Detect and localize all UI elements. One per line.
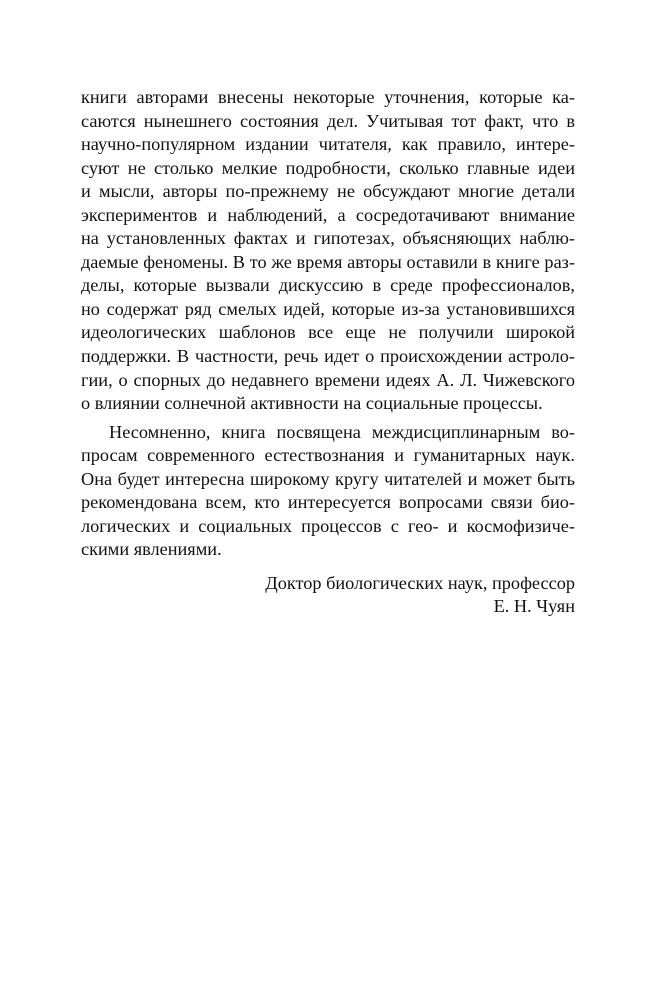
text-line: поддержки. В частности, речь идет о происхождении астроло- — [81, 346, 575, 367]
signature-name: Е. Н. Чуян — [493, 596, 575, 617]
text-line: на установленных фактах и гипотезах, объясняющих наблю- — [81, 228, 575, 249]
text-line: Несомненно, книга посвящена междисциплинарным во- — [109, 421, 575, 442]
text-line: книги авторами внесены некоторые уточнения, которые ка- — [81, 87, 575, 107]
text-line: Она будет интересна широкому кругу читателей и может быть — [81, 468, 575, 489]
text-line: саются нынешнего состояния дел. Учитывая тот факт, что в — [81, 110, 575, 131]
paragraph-2 — [81, 421, 575, 562]
text-line: но содержат ряд смелых идей, которые из-за установившихся — [81, 298, 575, 319]
text-line: скими явлениями. — [81, 539, 222, 560]
text-line: экспериментов и наблюдений, а сосредотачивают внимание — [81, 204, 575, 225]
text-line: и мысли, авторы по-прежнему не обсуждают многие детали — [81, 181, 575, 202]
page-text — [81, 86, 575, 619]
text-line: научно-популярном издании читателя, как правило, интере- — [81, 134, 575, 155]
text-line: суют не столько мелкие подробности, сколько главные идеи — [81, 157, 575, 178]
text-line: о влиянии солнечной активности на социальные процессы. — [81, 393, 543, 414]
text-line: рекомендована всем, кто интересуется вопросами связи био- — [81, 492, 575, 513]
text-line: даемые феномены. В то же время авторы оставили в книге раз- — [81, 251, 575, 272]
text-line: идеологических шаблонов все еще не получили широкой — [81, 322, 575, 343]
text-line: логических и социальных процессов с гео- и космофизиче- — [81, 515, 575, 536]
signature-title: Доктор биологических наук, профессор — [265, 572, 575, 593]
text-line: гии, о спорных до недавнего времени идеях А. Л. Чижевского — [81, 369, 575, 390]
paragraph-1 — [81, 86, 575, 416]
text-line: делы, которые вызвали дискуссию в среде профессионалов, — [81, 275, 575, 296]
text-line: просам современного естествознания и гуманитарных наук. — [81, 445, 575, 466]
signature-block — [81, 572, 575, 619]
